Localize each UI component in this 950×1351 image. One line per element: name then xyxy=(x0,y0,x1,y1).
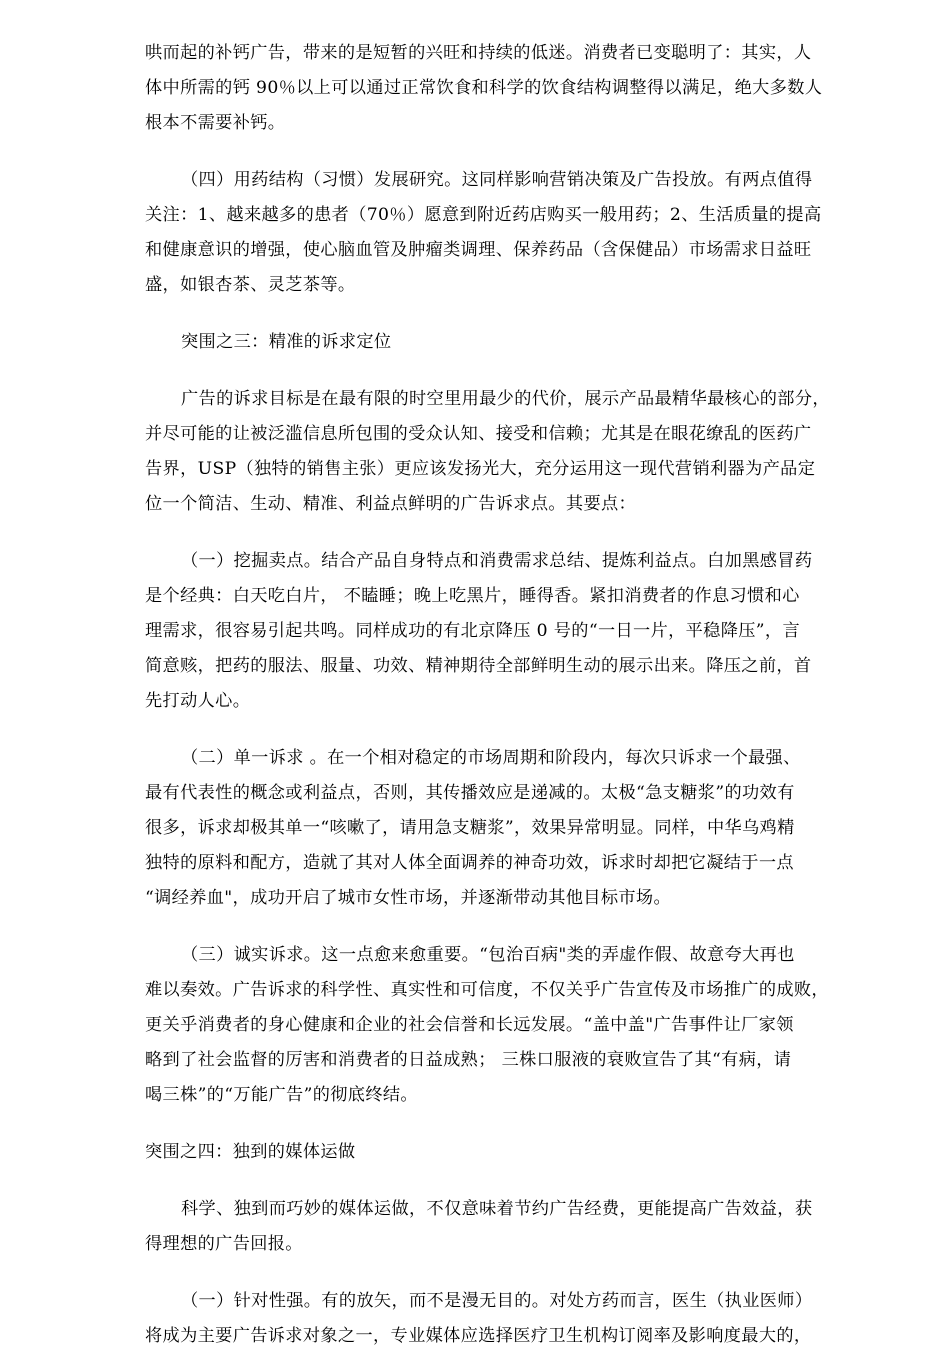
text-line: 先打动人心。 xyxy=(145,691,251,711)
text-line: （三）诚实诉求。这一点愈来愈重要。“包治百病"类的弄虚作假、故意夸大再也 xyxy=(181,945,795,965)
text-line: 难以奏效。广告诉求的科学性、真实性和可信度，不仅关乎广告宣传及市场推广的成败， xyxy=(145,980,829,1000)
text-line: 喝三株”的“万能广告”的彻底终结。 xyxy=(145,1085,418,1105)
text-line: 根本不需要补钙。 xyxy=(145,113,286,133)
text-line: 略到了社会监督的厉害和消费者的日益成熟； 三株口服液的衰败宣告了其“有病，请 xyxy=(145,1050,792,1070)
text-line: 盛，如银杏茶、灵芝茶等。 xyxy=(145,275,356,295)
text-line: 突围之四：独到的媒体运做 xyxy=(145,1142,356,1162)
text-line: 简意赅，把药的服法、服量、功效、精神期待全部鲜明生动的展示出来。降压之前，首 xyxy=(145,656,812,676)
text-line: 将成为主要广告诉求对象之一，专业媒体应选择医疗卫生机构订阅率及影响度最大的， xyxy=(145,1326,812,1346)
text-line: 很多，诉求却极其单一“咳嗽了，请用急支糖浆”，效果异常明显。同样，中华乌鸡精 xyxy=(145,818,795,838)
text-line: 科学、独到而巧妙的媒体运做，不仅意味着节约广告经费，更能提高广告效益，获 xyxy=(181,1199,813,1219)
text-line: （四）用药结构（习惯）发展研究。这同样影响营销决策及广告投放。有两点值得 xyxy=(181,170,813,190)
text-line: 哄而起的补钙广告，带来的是短暂的兴旺和持续的低迷。消费者已变聪明了：其实，人 xyxy=(145,43,812,63)
text-line: 和健康意识的增强，使心脑血管及肿瘤类调理、保养药品（含保健品）市场需求日益旺 xyxy=(145,240,812,260)
text-line: 最有代表性的概念或利益点，否则，其传播效应是递减的。太极“急支糖浆”的功效有 xyxy=(145,783,795,803)
text-line: （一）针对性强。有的放矢，而不是漫无目的。对处方药而言，医生（执业医师） xyxy=(181,1291,813,1311)
text-line: 并尽可能的让被泛滥信息所包围的受众认知、接受和信赖；尤其是在眼花缭乱的医药广 xyxy=(145,424,812,444)
text-line: 是个经典：白天吃白片， 不瞌睡；晚上吃黑片，睡得香。紧扣消费者的作息习惯和心 xyxy=(145,586,800,606)
text-line: 得理想的广告回报。 xyxy=(145,1234,303,1254)
text-line: （二）单一诉求 。在一个相对稳定的市场周期和阶段内，每次只诉求一个最强、 xyxy=(181,748,801,768)
text-line: 体中所需的钙 90％以上可以通过正常饮食和科学的饮食结构调整得以满足，绝大多数人 xyxy=(145,78,823,98)
text-line: 位一个简洁、生动、精准、利益点鲜明的广告诉求点。其要点： xyxy=(145,494,637,514)
text-line: 关注：1、越来越多的患者（70％）愿意到附近药店购买一般用药；2、生活质量的提高 xyxy=(145,205,822,225)
text-line: “调经养血"，成功开启了城市女性市场，并逐渐带动其他目标市场。 xyxy=(145,888,671,908)
text-line: 独特的原料和配方，造就了其对人体全面调养的神奇功效，诉求时却把它凝结于一点 xyxy=(145,853,794,873)
text-line: 突围之三：精准的诉求定位 xyxy=(181,332,392,352)
text-line: 广告的诉求目标是在最有限的时空里用最少的代价，展示产品最精华最核心的部分， xyxy=(181,389,830,409)
text-line: 告界，USP（独特的销售主张）更应该发扬光大，充分运用这一现代营销利器为产品定 xyxy=(145,459,816,479)
text-line: 理需求，很容易引起共鸣。同样成功的有北京降压 0 号的“一日一片，平稳降压”，言 xyxy=(145,621,801,641)
text-line: （一）挖掘卖点。结合产品自身特点和消费需求总结、提炼利益点。白加黑感冒药 xyxy=(181,551,813,571)
text-line: 更关乎消费者的身心健康和企业的社会信誉和长远发展。“盖中盖"广告事件让厂家领 xyxy=(145,1015,794,1035)
